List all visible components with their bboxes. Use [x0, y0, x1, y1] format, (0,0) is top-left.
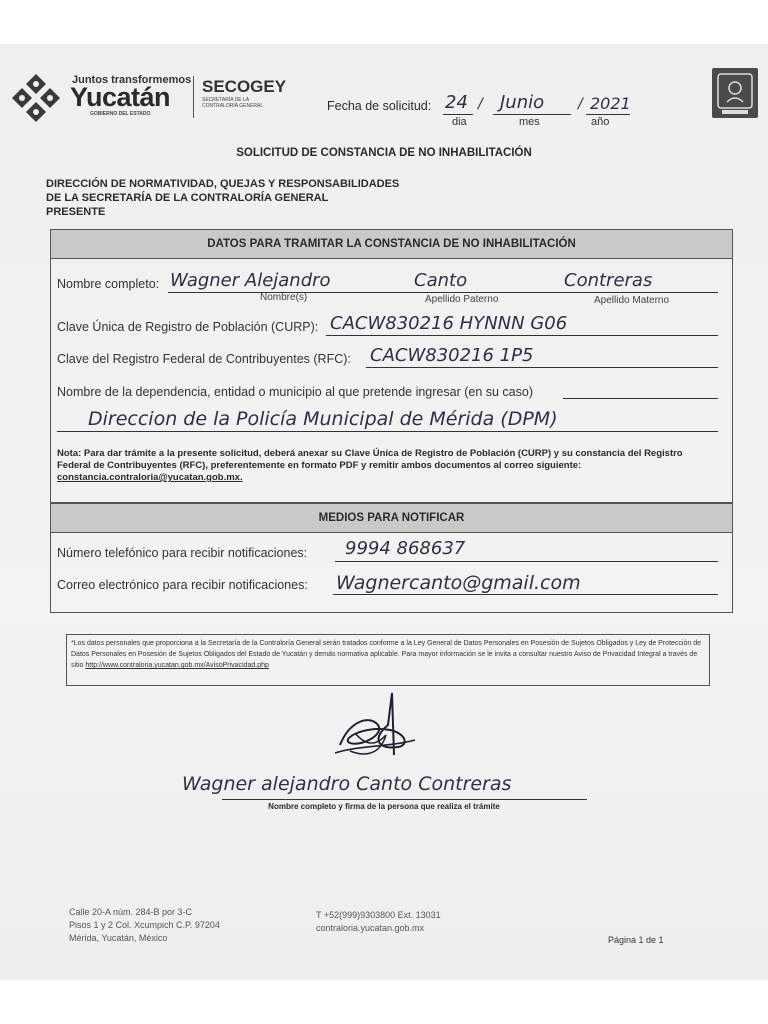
privacy-notice: *Los datos personales que proporciona a la Secretaría de la Contraloría General serán tratados conforme a la Ley General de Datos Personales en Posesión de Sujetos Obligados y Ley de Protección de Datos Personales en Posesión de Sujetos Obligados del Estado de Yucatán y demás normativa aplicable. Para mayor información se le invita a consultar nuestro Aviso de Privacidad Integral a través de sitio http://www.contraloria.yucatan.gob.mx/AvisoPrivacidad.php	[66, 634, 710, 686]
rfc-line	[366, 367, 718, 368]
date-month-value: Junio	[500, 92, 545, 113]
date-month-line	[493, 114, 571, 115]
curp-value: CACW830216 HYNNN G06	[330, 313, 568, 334]
curp-line	[326, 335, 718, 336]
date-day-caption: dia	[452, 116, 467, 128]
phone-value: 9994 868637	[345, 538, 466, 559]
email-value: Wagnercanto@gmail.com	[336, 572, 581, 594]
agency-subtitle: SECRETARÍA DE LA CONTRALORÍA GENERAL	[202, 97, 264, 109]
dependency-label: Nombre de la dependencia, entidad o municipio al que pretende ingresar (en su caso)	[57, 385, 533, 399]
date-year-value: 2021	[590, 94, 631, 113]
signer-name: Wagner alejandro Canto Contreras	[182, 773, 512, 795]
curp-label: Clave Única de Registro de Población (CURP):	[57, 320, 319, 334]
maternal-surname-caption: Apellido Materno	[594, 295, 670, 306]
footer-website[interactable]: contraloria.yucatan.gob.mx	[316, 923, 425, 933]
addressee-line: DE LA SECRETARÍA DE LA CONTRALORÍA GENERAL	[46, 192, 329, 204]
footer-address: Calle 20-A núm. 284-B por 3-C Pisos 1 y 2 Col. Xcumpich C.P. 97204 Mérida, Yucatán, México	[69, 907, 220, 943]
date-label: Fecha de solicitud:	[327, 99, 432, 113]
dependency-value: Direccion de la Policía Municipal de Mérida (DPM)	[88, 408, 558, 430]
dependency-line	[57, 431, 718, 432]
brand-name: Yucatán	[70, 82, 171, 112]
addressee-line: PRESENTE	[46, 206, 106, 218]
email-label: Correo electrónico para recibir notificaciones:	[57, 578, 308, 592]
rfc-value: CACW830216 1P5	[370, 345, 534, 366]
date-day-value: 24	[445, 92, 468, 113]
form-title: SOLICITUD DE CONSTANCIA DE NO INHABILITACIÓN	[236, 147, 532, 159]
state-seal-icon	[712, 68, 758, 118]
header-divider	[193, 76, 194, 118]
note-text: Nota: Para dar trámite a la presente solicitud, deberá anexar su Clave Única de Registro de Población (CURP) y su constancia del Registro Federal de Contribuyentes (RFC), preferentemente en formato PDF y remitir ambos documentos al correo siguiente: constancia.contraloria@yucatan.gob.mx.	[57, 448, 717, 484]
date-month-caption: mes	[519, 116, 540, 128]
page-number: Página 1 de 1	[608, 935, 664, 945]
section-heading: DATOS PARA TRAMITAR LA CONSTANCIA DE NO INHABILITACIÓN	[51, 230, 732, 259]
state-emblem	[712, 68, 758, 118]
note-email-link[interactable]: constancia.contraloria@yucatan.gob.mx.	[57, 472, 243, 483]
given-names-caption: Nombre(s)	[260, 292, 308, 303]
privacy-link[interactable]: http://www.contraloria.yucatan.gob.mx/AvisoPrivacidad.php	[85, 662, 269, 669]
phone-label: Número telefónico para recibir notificaciones:	[57, 546, 308, 560]
signature-caption: Nombre completo y firma de la persona que realiza el trámite	[268, 802, 500, 811]
signature-scribble	[320, 685, 430, 775]
section-heading: MEDIOS PARA NOTIFICAR	[51, 504, 732, 533]
signature-line	[222, 799, 587, 800]
paternal-surname-caption: Apellido Paterno	[425, 294, 499, 305]
email-line	[333, 594, 718, 595]
footer-phone: T +52(999)9303800 Ext. 13031	[316, 910, 441, 920]
given-names-value: Wagner Alejandro	[170, 270, 331, 291]
date-year-caption: año	[591, 116, 610, 128]
date-day-line	[443, 114, 473, 115]
name-label: Nombre completo:	[57, 277, 160, 291]
phone-line	[335, 561, 718, 562]
name-line	[168, 292, 718, 293]
brand-government: GOBIERNO DEL ESTADO	[90, 111, 151, 117]
agency-name: SECOGEY	[202, 77, 287, 96]
brand-slogan: Juntos transformemos	[72, 74, 192, 86]
paternal-surname-value: Canto	[414, 270, 468, 291]
rfc-label: Clave del Registro Federal de Contribuyentes (RFC):	[57, 352, 351, 366]
date-year-line	[586, 114, 630, 115]
dependency-label-line	[563, 398, 718, 399]
footer-contact	[316, 909, 441, 935]
maternal-surname-value: Contreras	[564, 270, 653, 291]
addressee-block	[46, 177, 399, 219]
yucatan-logo-icon	[10, 72, 62, 124]
addressee-line: DIRECCIÓN DE NORMATIVIDAD, QUEJAS Y RESPONSABILIDADES	[46, 178, 400, 190]
